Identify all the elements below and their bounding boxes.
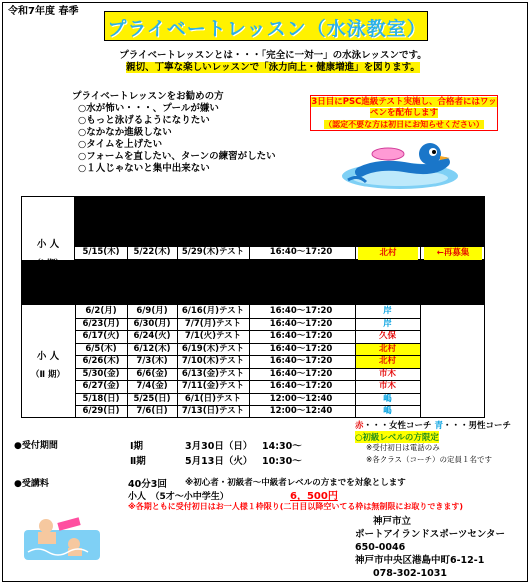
date-cell: 6/1(日)テスト [184, 393, 242, 404]
group2-term: （Ⅱ 期） [30, 370, 66, 380]
reception-time-2: 10:30～ [262, 456, 302, 467]
time-cell: 12:00～12:40 [269, 393, 333, 404]
fee-price: 6，500円 [290, 491, 338, 502]
recommend-item: ○水が怖い・・・、プールが嫌い [78, 103, 219, 114]
date-cell: 7/10(木)テスト [181, 356, 245, 366]
intro-line-1: プライベートレッスンとは・・・「完全に一対一」の水泳レッスンです。 [119, 50, 427, 61]
date-cell: 5/30(金) [82, 368, 120, 379]
date-cell: 7/4(金) [136, 381, 168, 391]
column-divider [249, 304, 250, 418]
date-cell: 5/18(日) [82, 393, 120, 404]
date-cell: 6/2(月) [85, 306, 117, 316]
date-cell: 6/5(木) [85, 343, 117, 354]
time-cell: 16:40～17:20 [269, 381, 333, 391]
g1-recruit-note: ←再募集 [424, 247, 482, 260]
coach-cell: 久保 [378, 331, 396, 341]
date-cell: 7/11(金)テスト [181, 381, 245, 391]
g1-date1: 5/15(木) [82, 247, 120, 257]
date-cell: 7/13(日)テスト [181, 406, 245, 416]
date-cell: 7/7(月)テスト [184, 318, 242, 329]
g1-date2: 5/22(木) [133, 247, 171, 257]
coach-cell: 市木 [378, 381, 396, 391]
column-divider [177, 304, 178, 418]
intro-line-2: 親切、丁寧な楽しいレッスンで「泳力向上・健康増進」を図ります。 [126, 62, 420, 73]
coach-cell: 嶋 [383, 406, 392, 416]
coach-cell: 岸 [383, 318, 392, 329]
organization-info [355, 515, 505, 580]
group1-label: 小 人 [36, 239, 60, 250]
column-divider [127, 304, 128, 418]
promo-line-3: （認定不要な方は初日にお知らせください） [324, 120, 484, 129]
fee-limit-note: ※各期ともに受付初日はお一人様１枠限り(二日目以降空いてる枠は無制限にお取りできます) [128, 502, 464, 511]
date-cell: 6/23(月) [82, 318, 120, 329]
date-cell: 5/25(日) [133, 393, 171, 404]
org-line-1: 神戸市立 [373, 516, 412, 527]
date-cell: 7/6(日) [136, 406, 168, 416]
date-cell: 6/30(月) [133, 318, 171, 329]
reception-label: ●受付期間 [14, 441, 58, 451]
date-cell: 6/24(火) [133, 331, 171, 341]
date-cell: 6/12(木) [133, 343, 171, 354]
org-phone: 078-302-1031 [373, 568, 447, 579]
org-address: 神戸市中央区港島中町6-12-1 [355, 555, 485, 566]
legend-note-capacity: ※各クラス（コーチ）の定員１名です [366, 455, 493, 464]
reception-date-1: 3月30日（日） [185, 441, 253, 452]
date-cell: 6/13(金)テスト [181, 368, 245, 379]
g1-coach: 北村 [358, 247, 418, 260]
term-label: 令和7年度 春季 [8, 6, 79, 17]
time-cell: 16:40～17:20 [269, 343, 333, 354]
date-cell: 7/3(木) [136, 356, 168, 366]
legend-note-phone: ※受付初日は電話のみ [366, 443, 440, 452]
date-cell: 6/27(金) [82, 381, 120, 391]
recommend-item: ○もっと泳げるようになりたい [78, 115, 210, 126]
date-cell: 6/9(月) [136, 306, 168, 316]
reception-date-2: 5月13日（火） [185, 456, 253, 467]
fee-count: 40分3回 [128, 479, 167, 490]
time-cell: 16:40～17:20 [269, 306, 333, 316]
recommend-item: ○１人じゃないと集中出来ない [78, 163, 210, 174]
column-divider [355, 304, 356, 418]
coach-cell: 北村 [355, 355, 420, 368]
promo-line-2: ペンを配布します [369, 108, 438, 118]
group2-label: 小 人 [36, 351, 60, 362]
reception-term-2: Ⅱ期 [130, 456, 146, 467]
recommend-title: プライベートレッスンをお勧めの方 [72, 91, 224, 102]
recommend-item: ○なかなか進級しない [78, 127, 172, 138]
recommend-item: ○タイムを上げたい [78, 139, 163, 150]
coach-cell: 嶋 [383, 393, 392, 404]
fee-label: ●受講料 [14, 479, 49, 489]
time-cell: 16:40～17:20 [269, 368, 333, 379]
g1-time: 16:40～17:20 [269, 247, 333, 257]
legend-coach-gender: 赤・・・女性コーチ 青・・・男性コーチ [355, 421, 512, 431]
swimmer-mascot-illustration [340, 132, 460, 194]
date-cell: 6/29(日) [82, 406, 120, 416]
coach-cell: 市木 [378, 368, 396, 379]
legend-beginner-only: ○初級レベルの方限定 [355, 433, 439, 443]
date-cell: 6/19(木)テスト [181, 343, 245, 354]
schedule-spacer-block [21, 260, 485, 304]
time-cell: 16:40～17:20 [269, 356, 333, 366]
intro-text [72, 50, 474, 74]
coach-cell: 北村 [355, 343, 420, 356]
divider [127, 246, 128, 260]
divider [249, 246, 250, 260]
fee-target-note: ※初心者・初級者～中級者レベルの方までを対象とします [185, 478, 406, 488]
promo-box [310, 95, 498, 131]
divider [355, 246, 356, 260]
time-cell: 12:00～12:40 [269, 406, 333, 416]
divider [420, 246, 421, 260]
date-cell: 6/16(月)テスト [181, 306, 245, 316]
page-title: プライベートレッスン（水泳教室） [107, 18, 427, 40]
column-divider [420, 304, 421, 418]
date-cell: 6/17(火) [82, 331, 120, 341]
schedule-header-block [21, 196, 485, 246]
org-line-2: ポートアイランドスポーツセンター [355, 529, 506, 540]
recommend-item: ○フォームを直したい、ターンの練習がしたい [78, 151, 276, 162]
g1-date3: 5/29(木)テスト [181, 247, 245, 257]
fee-category: 小人 （5才～小中学生） [128, 492, 229, 502]
coach-cell: 岸 [383, 306, 392, 316]
reception-time-1: 14:30～ [262, 441, 302, 452]
divider [177, 246, 178, 260]
date-cell: 7/1(火)テスト [184, 331, 242, 341]
promo-line-1: 3日目にPSC進級テスト実施し、合格者にはワッ [311, 97, 497, 107]
time-cell: 16:40～17:20 [269, 318, 333, 329]
reception-term-1: Ⅰ期 [130, 441, 144, 452]
time-cell: 16:40～17:20 [269, 331, 333, 341]
org-postcode: 650-0046 [355, 542, 406, 553]
date-cell: 6/26(木) [82, 356, 120, 366]
date-cell: 6/6(金) [136, 368, 168, 379]
title-banner [104, 11, 428, 41]
kids-swimming-illustration [22, 506, 102, 562]
